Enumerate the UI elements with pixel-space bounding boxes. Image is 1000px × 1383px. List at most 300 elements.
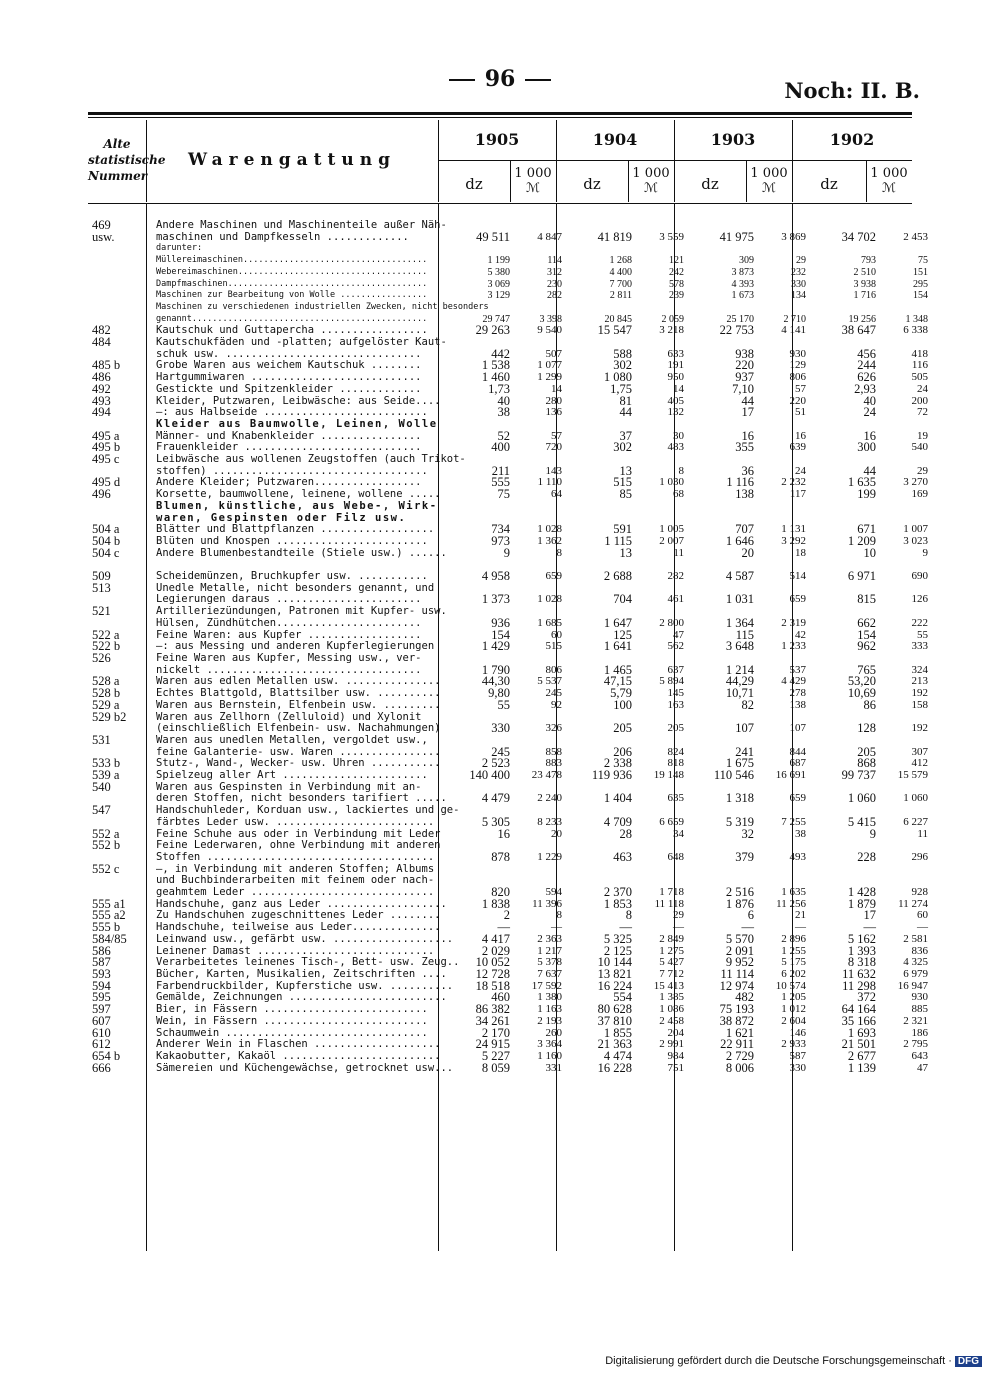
row-old-number: 494 (92, 405, 111, 420)
row-goods-name: Waren aus unedlen Metallen, vergoldet usw., (156, 733, 428, 746)
row-old-number: 547 (92, 803, 111, 818)
row-goods-name: —: aus Halbseide .......................... (156, 406, 428, 419)
row-old-number: 526 (92, 651, 111, 665)
row-old-number: 586 (92, 943, 111, 958)
cell-value-1000m (758, 419, 810, 431)
cell-value-1000m: 21 (795, 909, 806, 922)
cell-value-1000m: 1 086 (659, 1003, 684, 1016)
cell-value-1000m (880, 864, 932, 876)
row-goods-name: Feine Waren aus Kupfer, Messing usw., ver- (156, 652, 422, 664)
cell-quantity-dz: 937 (735, 370, 754, 385)
row-goods-name: färbtes Leder usw. ......................... (156, 815, 435, 828)
cell-quantity-dz: 2 091 (725, 943, 754, 958)
table-row (88, 1016, 932, 1028)
cell-quantity-dz: 704 (613, 592, 632, 607)
row-old-number (88, 243, 148, 255)
cell-value-1000m: 19 (917, 429, 928, 442)
cell-quantity-dz: 5 162 (847, 931, 876, 946)
row-old-number: 495 b (92, 440, 121, 455)
row-goods-name: Andere Maschinen und Maschinenteile außer Näh- (156, 219, 447, 231)
table-row (88, 454, 932, 466)
cell-quantity-dz: 1 465 (603, 662, 632, 677)
cell-quantity-dz: 1 080 (603, 370, 632, 385)
row-old-number: 597 (92, 1002, 111, 1017)
row-goods-name: Maschinen zur Bearbeitung von Wolle ................. (156, 290, 428, 301)
cell-quantity-dz: 1 116 (726, 475, 754, 490)
header-unit-value-1: 1 000 (514, 166, 552, 181)
cell-value-1000m: 858 (545, 745, 562, 758)
row-goods-name: Leibwäsche aus wollenen Zeugstoffen (auch Trikot- (156, 453, 466, 466)
cell-value-1000m: 7 255 (781, 815, 806, 828)
row-goods-name: Gestickte und Spitzenkleider ............. (156, 382, 422, 395)
row-goods-name: maschinen und Dampfkesseln ............. (156, 230, 409, 243)
header-old-line2: statistische (88, 153, 166, 167)
row-goods-name: —, in Verbindung mit anderen Stoffen; Albums (156, 862, 435, 875)
cell-value-1000m: 659 (545, 570, 562, 583)
cell-value-1000m (636, 864, 688, 876)
row-goods-name: genannt.............................................. (156, 313, 428, 324)
cell-quantity-dz: 44 (741, 393, 754, 408)
cell-value-1000m: 230 (547, 278, 562, 290)
cell-value-1000m: 72 (917, 406, 928, 419)
cell-value-1000m: 114 (547, 255, 562, 267)
cell-value-1000m: 540 (911, 441, 928, 454)
cell-quantity-dz: 815 (857, 592, 876, 607)
cell-quantity-dz: 29 263 (475, 323, 510, 338)
cell-value-1000m: 1 233 (781, 640, 806, 653)
cell-value-1000m: 1 385 (659, 991, 684, 1004)
row-old-number: 529 b2 (92, 709, 127, 724)
row-goods-name: Zu Handschuhen zugeschnittenes Leder ........ (156, 909, 441, 922)
cell-quantity-dz: 4 958 (481, 569, 510, 584)
cell-value-1000m: 29 (673, 909, 684, 922)
row-old-number: 492 (92, 381, 111, 396)
cell-value-1000m: 23 478 (531, 769, 562, 782)
row-old-number: 612 (92, 1037, 111, 1052)
cell-quantity-dz: 1,73 (488, 381, 510, 396)
cell-quantity-dz: 8 006 (725, 1060, 754, 1075)
row-goods-name: Waren aus Zellhorn (Zelluloid) und Xylonit (156, 710, 422, 723)
cell-value-1000m: 2 319 (781, 616, 806, 629)
cell-value-1000m: 1 012 (781, 1003, 806, 1016)
cell-quantity-dz: 1 318 (725, 791, 754, 806)
row-goods-name: Schaumwein ................................ (156, 1026, 428, 1039)
cell-quantity-dz: 2 370 (603, 885, 632, 900)
row-goods-name: Stoffen .................................... (156, 850, 435, 863)
row-old-number: 504 c (92, 545, 120, 560)
row-goods-name: Kautschuk und Guttapercha ................. (156, 324, 428, 337)
cell-value-1000m: 493 (789, 850, 806, 863)
cell-value-1000m (514, 735, 566, 747)
cell-quantity-dz: 1 199 (487, 255, 510, 267)
cell-quantity-dz: 4 709 (603, 814, 632, 829)
row-old-number (88, 302, 148, 314)
top-rule (88, 112, 912, 115)
cell-value-1000m (880, 302, 932, 314)
cell-value-1000m: 3 398 (539, 313, 562, 325)
cell-value-1000m: 312 (547, 266, 562, 278)
row-goods-name: Hülsen, Zündhütchen....................... (156, 616, 422, 629)
cell-quantity-dz: 13 821 (597, 966, 632, 981)
table-row (88, 969, 932, 981)
row-goods-name: Leinwand usw., gefärbt usw. ................... (156, 932, 454, 945)
row-old-number: 593 (92, 966, 111, 981)
cell-value-1000m: 507 (545, 347, 562, 360)
cell-value-1000m: 17 592 (531, 979, 562, 992)
cell-value-1000m: 24 (917, 382, 928, 395)
row-old-number: 513 (92, 580, 111, 595)
cell-quantity-dz: 10,69 (847, 686, 876, 701)
cell-value-1000m: 1 005 (659, 523, 684, 536)
cell-quantity-dz: 2 338 (603, 756, 632, 771)
cell-value-1000m: 11 256 (776, 897, 806, 910)
table-row (88, 501, 932, 513)
row-goods-name: Unedle Metalle, nicht besonders genannt, und (156, 581, 435, 594)
header-unit-value (510, 166, 556, 196)
table-row (88, 536, 932, 548)
cell-value-1000m (758, 454, 810, 466)
row-old-number (88, 255, 148, 267)
cell-value-1000m: 47 (917, 1061, 928, 1074)
cell-quantity-dz: 9 952 (725, 955, 754, 970)
row-old-number: 493 (92, 393, 111, 408)
cell-value-1000m: 1 028 (537, 523, 562, 536)
cell-value-1000m: — (795, 921, 806, 934)
table-row (88, 700, 932, 712)
cell-quantity-dz: 7,10 (732, 381, 754, 396)
cell-quantity-dz: 9 (869, 826, 876, 841)
row-old-number: 509 (92, 569, 111, 584)
cell-value-1000m: 107 (789, 722, 806, 735)
cell-value-1000m: 659 (789, 593, 806, 606)
cell-quantity-dz: 64 164 (841, 1002, 876, 1017)
cell-value-1000m: 14 (551, 382, 562, 395)
row-old-number: 482 (92, 323, 111, 338)
cell-quantity-dz: 6 (747, 908, 754, 923)
dash-right (525, 79, 551, 81)
cell-quantity-dz: 86 (863, 697, 876, 712)
cell-value-1000m: 16 691 (775, 769, 806, 782)
cell-value-1000m: 145 (667, 687, 684, 700)
cell-value-1000m (636, 220, 688, 232)
cell-value-1000m: — (917, 921, 928, 934)
cell-value-1000m: 3 218 (659, 324, 684, 337)
cell-quantity-dz: 205 (613, 721, 632, 736)
cell-value-1000m: 930 (789, 347, 806, 360)
cell-quantity-dz: 140 400 (469, 768, 510, 783)
cell-value-1000m: 9 540 (537, 324, 562, 337)
row-goods-name: —: aus Messing und anderen Kupferlegierungen (156, 640, 435, 653)
table-row (88, 243, 932, 255)
cell-value-1000m: 2 232 (781, 476, 806, 489)
table-row (88, 1063, 932, 1075)
cell-value-1000m: 1 028 (537, 593, 562, 606)
row-old-number: 555 b (92, 920, 121, 935)
row-goods-name: Feine Waren: aus Kupfer .................. (156, 628, 422, 641)
cell-value-1000m (636, 454, 688, 466)
cell-value-1000m (636, 243, 688, 255)
cell-value-1000m: 239 (669, 290, 684, 302)
cell-value-1000m: 29 (917, 464, 928, 477)
cell-value-1000m (514, 302, 566, 314)
cell-value-1000m: 186 (911, 1026, 928, 1039)
row-goods-name: Andere Kleider; Putzwaren................. (156, 476, 422, 489)
row-goods-name: Scheidemünzen, Bruchkupfer usw. ........... (156, 570, 428, 583)
row-old-number: 522 a (92, 627, 120, 642)
row-old-number: 552 a (92, 826, 120, 841)
cell-quantity-dz: 1 647 (603, 615, 632, 630)
table-row (88, 302, 932, 314)
header-unit-value-1: 1 000 (750, 166, 788, 181)
cell-quantity-dz: 10 052 (475, 955, 510, 970)
cell-quantity-dz: 49 511 (476, 229, 510, 244)
row-goods-name: Webereimaschinen..................................... (156, 266, 428, 277)
cell-value-1000m (880, 419, 932, 431)
cell-value-1000m: 6 338 (903, 324, 928, 337)
cell-value-1000m: 8 (556, 546, 562, 559)
cell-quantity-dz: 765 (857, 662, 876, 677)
cell-quantity-dz: 707 (735, 522, 754, 537)
cell-value-1000m: 984 (667, 1049, 684, 1062)
header-unit-dz: dz (701, 175, 719, 193)
cell-quantity-dz: 40 (497, 393, 510, 408)
cell-value-1000m: 4 141 (781, 324, 806, 337)
cell-value-1000m: 806 (545, 663, 562, 676)
cell-quantity-dz: 81 (619, 393, 632, 408)
cell-value-1000m: 5 175 (781, 956, 806, 969)
cell-quantity-dz: 44 (619, 405, 632, 420)
cell-quantity-dz: 244 (857, 358, 876, 373)
cell-quantity-dz (566, 302, 636, 314)
cell-value-1000m: 633 (667, 347, 684, 360)
cell-value-1000m (514, 501, 566, 513)
cell-quantity-dz: 16 224 (597, 978, 632, 993)
row-old-number: 469 (92, 218, 111, 232)
cell-value-1000m (880, 735, 932, 747)
cell-value-1000m: 2 193 (537, 1014, 562, 1027)
row-old-number: 654 b (92, 1048, 121, 1063)
cell-quantity-dz: 2 677 (847, 1048, 876, 1063)
cell-value-1000m: 132 (667, 406, 684, 419)
cell-value-1000m: 6 659 (659, 815, 684, 828)
cell-value-1000m: 2 007 (659, 534, 684, 547)
cell-quantity-dz: 19 256 (848, 313, 876, 325)
cell-quantity-dz: 1 716 (853, 290, 876, 302)
cell-quantity-dz: 1 373 (481, 592, 510, 607)
row-goods-name: Legierungen daraus ....................... (156, 593, 422, 606)
cell-quantity-dz: 125 (613, 627, 632, 642)
cell-quantity-dz: 5 570 (725, 931, 754, 946)
cell-quantity-dz: 38 872 (719, 1013, 754, 1028)
cell-value-1000m: 204 (667, 1026, 684, 1039)
cell-quantity-dz: 86 382 (475, 1002, 510, 1017)
cell-value-1000m: 639 (789, 441, 806, 454)
cell-value-1000m: 3 364 (537, 1038, 562, 1051)
row-old-number: 531 (92, 732, 111, 747)
cell-value-1000m: 1 635 (781, 886, 806, 899)
cell-quantity-dz: 205 (857, 744, 876, 759)
cell-quantity-dz: 32 (741, 826, 754, 841)
cell-quantity-dz: 38 647 (841, 323, 876, 338)
cell-value-1000m (514, 243, 566, 255)
table-row (88, 232, 932, 244)
row-old-number: 555 a1 (92, 896, 126, 911)
cell-quantity-dz: 100 (613, 697, 632, 712)
cell-value-1000m: 60 (551, 628, 562, 641)
cell-value-1000m: 11 (917, 827, 928, 840)
cell-quantity-dz: 591 (613, 522, 632, 537)
row-old-number: 552 b (92, 838, 121, 853)
cell-quantity-dz: 211 (491, 463, 510, 478)
cell-quantity-dz: 21 363 (597, 1037, 632, 1052)
cell-quantity-dz: 309 (739, 255, 754, 267)
cell-quantity-dz: 52 (497, 428, 510, 443)
row-goods-name: und Buchbinderarbeiten mit feinem oder nach- (156, 874, 435, 887)
cell-quantity-dz: 8 318 (847, 955, 876, 970)
row-goods-name: Männer- und Knabenkleider ................ (156, 429, 422, 442)
cell-quantity-dz: 4 479 (481, 791, 510, 806)
cell-value-1000m (758, 653, 810, 665)
cell-quantity-dz: 1 879 (847, 896, 876, 911)
cell-value-1000m: 806 (789, 371, 806, 384)
cell-value-1000m: 307 (911, 745, 928, 758)
cell-quantity-dz: 588 (613, 346, 632, 361)
cell-value-1000m: 18 (795, 546, 806, 559)
row-goods-name: nickelt .................................. (156, 663, 422, 676)
row-goods-name: Echtes Blattgold, Blattsilber usw. .......... (156, 687, 441, 700)
row-goods-name: Waren aus edlen Metallen usw. ............... (156, 675, 441, 688)
table-row (88, 653, 932, 665)
cell-value-1000m (880, 243, 932, 255)
cell-value-1000m (880, 454, 932, 466)
cell-quantity-dz: 16 (741, 428, 754, 443)
cell-quantity-dz: 82 (741, 697, 754, 712)
cell-value-1000m: 146 (789, 1026, 806, 1039)
cell-quantity-dz: 1 404 (603, 791, 632, 806)
cell-value-1000m: 1 030 (659, 476, 684, 489)
cell-value-1000m: 720 (545, 441, 562, 454)
cell-quantity-dz: 554 (613, 990, 632, 1005)
row-old-number: 504 a (92, 522, 120, 537)
cell-quantity-dz: 24 (863, 405, 876, 420)
cell-quantity-dz: 1 646 (725, 533, 754, 548)
row-goods-name: deren Stoffen, nicht besonders tarifiert ..... (156, 792, 447, 805)
cell-value-1000m: 7 712 (659, 967, 684, 980)
cell-value-1000m: 5 427 (659, 956, 684, 969)
cell-value-1000m: 5 537 (537, 675, 562, 688)
row-goods-name: Kleider aus Baumwolle, Leinen, Wolle (156, 417, 438, 430)
cell-value-1000m: 57 (795, 382, 806, 395)
cell-value-1000m: 690 (911, 570, 928, 583)
cell-value-1000m: 1 077 (537, 359, 562, 372)
dfg-logo: DFG (955, 1356, 982, 1367)
cell-quantity-dz: 21 501 (841, 1037, 876, 1052)
cell-value-1000m: 282 (547, 290, 562, 302)
cell-value-1000m: 2 059 (661, 313, 684, 325)
row-goods-name: Grobe Waren aus weichem Kautschuk ........ (156, 359, 422, 372)
cell-quantity-dz: 15 547 (597, 323, 632, 338)
cell-value-1000m: 38 (795, 827, 806, 840)
cell-quantity-dz: 1 673 (731, 290, 754, 302)
header-bottom-rule (88, 203, 912, 204)
cell-value-1000m: 143 (545, 464, 562, 477)
cell-value-1000m: 562 (667, 640, 684, 653)
cell-quantity-dz: 24 915 (475, 1037, 510, 1052)
cell-quantity-dz: 868 (857, 756, 876, 771)
cell-value-1000m: 280 (545, 394, 562, 407)
cell-value-1000m: 6 202 (781, 967, 806, 980)
trade-table (88, 220, 932, 1074)
cell-quantity-dz: 1 538 (481, 358, 510, 373)
row-goods-name: Feine Lederwaren, ohne Verbindung mit anderen (156, 839, 441, 852)
row-goods-name: Handschuhe, teilweise aus Leder.............. (156, 921, 441, 934)
header-old-number (88, 136, 166, 184)
row-old-number: 528 a (92, 674, 120, 689)
cell-value-1000m: 11 (673, 546, 684, 559)
cell-value-1000m: 930 (911, 991, 928, 1004)
row-goods-name: Artilleriezündungen, Patronen mit Kupfer- usw. (156, 605, 447, 618)
cell-quantity-dz: 55 (497, 697, 510, 712)
row-old-number: 495 d (92, 475, 121, 490)
cell-value-1000m: 129 (789, 359, 806, 372)
cell-value-1000m: 3 292 (781, 534, 806, 547)
row-old-number: usw. (92, 229, 115, 244)
row-old-number: 528 b (92, 686, 121, 701)
cell-quantity-dz: 463 (613, 849, 632, 864)
cell-quantity-dz: 16 (497, 826, 510, 841)
table-row (88, 337, 932, 349)
row-old-number: 522 b (92, 639, 121, 654)
cell-quantity-dz (566, 501, 636, 513)
cell-value-1000m: 158 (911, 698, 928, 711)
cell-value-1000m: 2 896 (781, 932, 806, 945)
cell-value-1000m: 57 (551, 429, 562, 442)
header-year-1905: 1905 (474, 130, 520, 149)
cell-value-1000m: 138 (789, 698, 806, 711)
cell-quantity-dz: 300 (857, 440, 876, 455)
cell-quantity-dz: 38 (497, 405, 510, 420)
table-row (88, 267, 932, 279)
cell-value-1000m: 8 (556, 909, 562, 922)
row-old-number: 607 (92, 1013, 111, 1028)
cell-quantity-dz: 626 (857, 370, 876, 385)
cell-quantity-dz: 1 838 (481, 896, 510, 911)
cell-quantity-dz (444, 864, 514, 876)
cell-value-1000m: 200 (911, 394, 928, 407)
cell-quantity-dz: 5 325 (603, 931, 632, 946)
cell-value-1000m: 1 217 (537, 944, 562, 957)
cell-quantity-dz: 13 (619, 463, 632, 478)
row-goods-name: Gemälde, Zeichnungen ......................... (156, 991, 447, 1004)
footer (605, 1355, 982, 1367)
cell-value-1000m: 20 (551, 827, 562, 840)
cell-value-1000m: 648 (667, 850, 684, 863)
cell-value-1000m: 635 (667, 792, 684, 805)
cell-value-1000m: 3 559 (659, 230, 684, 243)
cell-value-1000m: 51 (795, 406, 806, 419)
cell-quantity-dz: 12 974 (719, 978, 754, 993)
row-old-number: 594 (92, 978, 111, 993)
cell-value-1000m (758, 735, 810, 747)
cell-quantity-dz: 8 (625, 908, 632, 923)
cell-quantity-dz: 7 700 (609, 278, 632, 290)
cell-quantity-dz: 1 214 (725, 662, 754, 677)
cell-value-1000m: 333 (911, 640, 928, 653)
cell-quantity-dz: 5 319 (725, 814, 754, 829)
cell-quantity-dz: 40 (863, 393, 876, 408)
cell-value-1000m: 885 (911, 1003, 928, 1016)
cell-value-1000m (758, 501, 810, 513)
